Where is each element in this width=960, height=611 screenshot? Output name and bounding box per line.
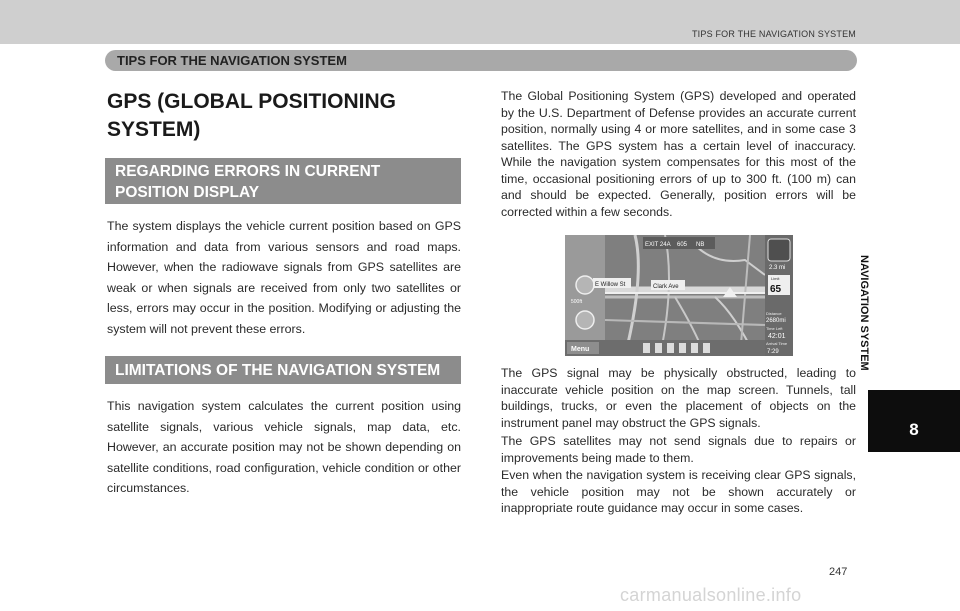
speed-limit-value: 65 [770, 284, 782, 295]
subsection-heading-errors [105, 158, 461, 204]
speed-limit-label: Limit [771, 276, 780, 281]
direction-label: NB [696, 242, 705, 248]
chapter-tab [868, 390, 960, 452]
exit-label: EXIT 24A [645, 242, 671, 248]
section-title-bar [105, 50, 857, 71]
map-menu-button: Menu [571, 346, 590, 353]
watermark: carmanualsonline.info [620, 585, 802, 605]
gps-obstruction-paragraph: The GPS signal may be physically obstructed, leading to inaccurate vehicle position on the map screen. Tunnels, tall buildings, trucks, or even the placement of objects on the instrument panel may obstruct the GPS signals. [501, 366, 856, 430]
distance-value: 2680mi [766, 318, 786, 324]
arrival-time: 7:29 [767, 349, 779, 355]
page-number: 247 [829, 566, 848, 578]
chapter-number: 8 [909, 420, 919, 439]
arrival-label: Arrival Time [766, 341, 788, 346]
street-label-willow: E Willow St [595, 282, 626, 288]
time-left-value: 42:01 [768, 333, 786, 340]
subsection-heading-limitations [105, 356, 461, 384]
subsection-title: LIMITATIONS OF THE NAVIGATION SYSTEM [115, 362, 441, 379]
gps-repairs-paragraph: The GPS satellites may not send signals due to repairs or improvements being made to them. [501, 434, 856, 465]
scale-distance: 2.3 mi [769, 265, 786, 271]
street-label-clark: Clark Ave [653, 284, 679, 290]
highway-number: 605 [677, 242, 688, 248]
gps-intro-paragraph: The Global Positioning System (GPS) developed and operated by the U.S. Department of Defense provides an accurate current position, normally using 4 or more satellites, and in some case 3 satellites. The GPS system has a certain level of inaccuracy. While the navigation system compensates for this most of the time, occasional positioning errors of up to 300 ft. (100 m) can and should be expected. Generally, position errors will be corrected within a few seconds. [501, 89, 856, 219]
subsection-title: REGARDING ERRORS IN CURRENT POSITION DISPLAY [115, 163, 381, 201]
section-title: TIPS FOR THE NAVIGATION SYSTEM [117, 53, 347, 68]
main-heading: GPS (GLOBAL POSITIONING SYSTEM) [107, 90, 396, 141]
errors-paragraph: The system displays the vehicle current position based on GPS information and data from various sensors and road maps. However, when the radiowave signals from GPS satellites are weak or when signals are received from only two satellites or less, errors may occur in the position. Modifying or adjusting the system will not prevent these errors. [107, 219, 461, 336]
scale-label: 500ft [571, 299, 583, 305]
running-header-title: TIPS FOR THE NAVIGATION SYSTEM [691, 29, 856, 39]
side-tab-label: NAVIGATION SYSTEM [858, 255, 870, 371]
gps-inaccuracy-paragraph: Even when the navigation system is receiving clear GPS signals, the vehicle position may not be shown accurately or inappropriate route guidance may occur in some cases. [501, 468, 856, 515]
distance-label: Distance [766, 311, 782, 316]
navigation-map-illustration [565, 235, 793, 356]
time-left-label: Time Left [766, 326, 783, 331]
limitations-paragraph: This navigation system calculates the current position using satellite signals, various vehicle signals, map data, etc. However, an accurate position may not be shown depending on satellite conditions, road configuration, vehicle condition or other circumstances. [107, 399, 461, 495]
